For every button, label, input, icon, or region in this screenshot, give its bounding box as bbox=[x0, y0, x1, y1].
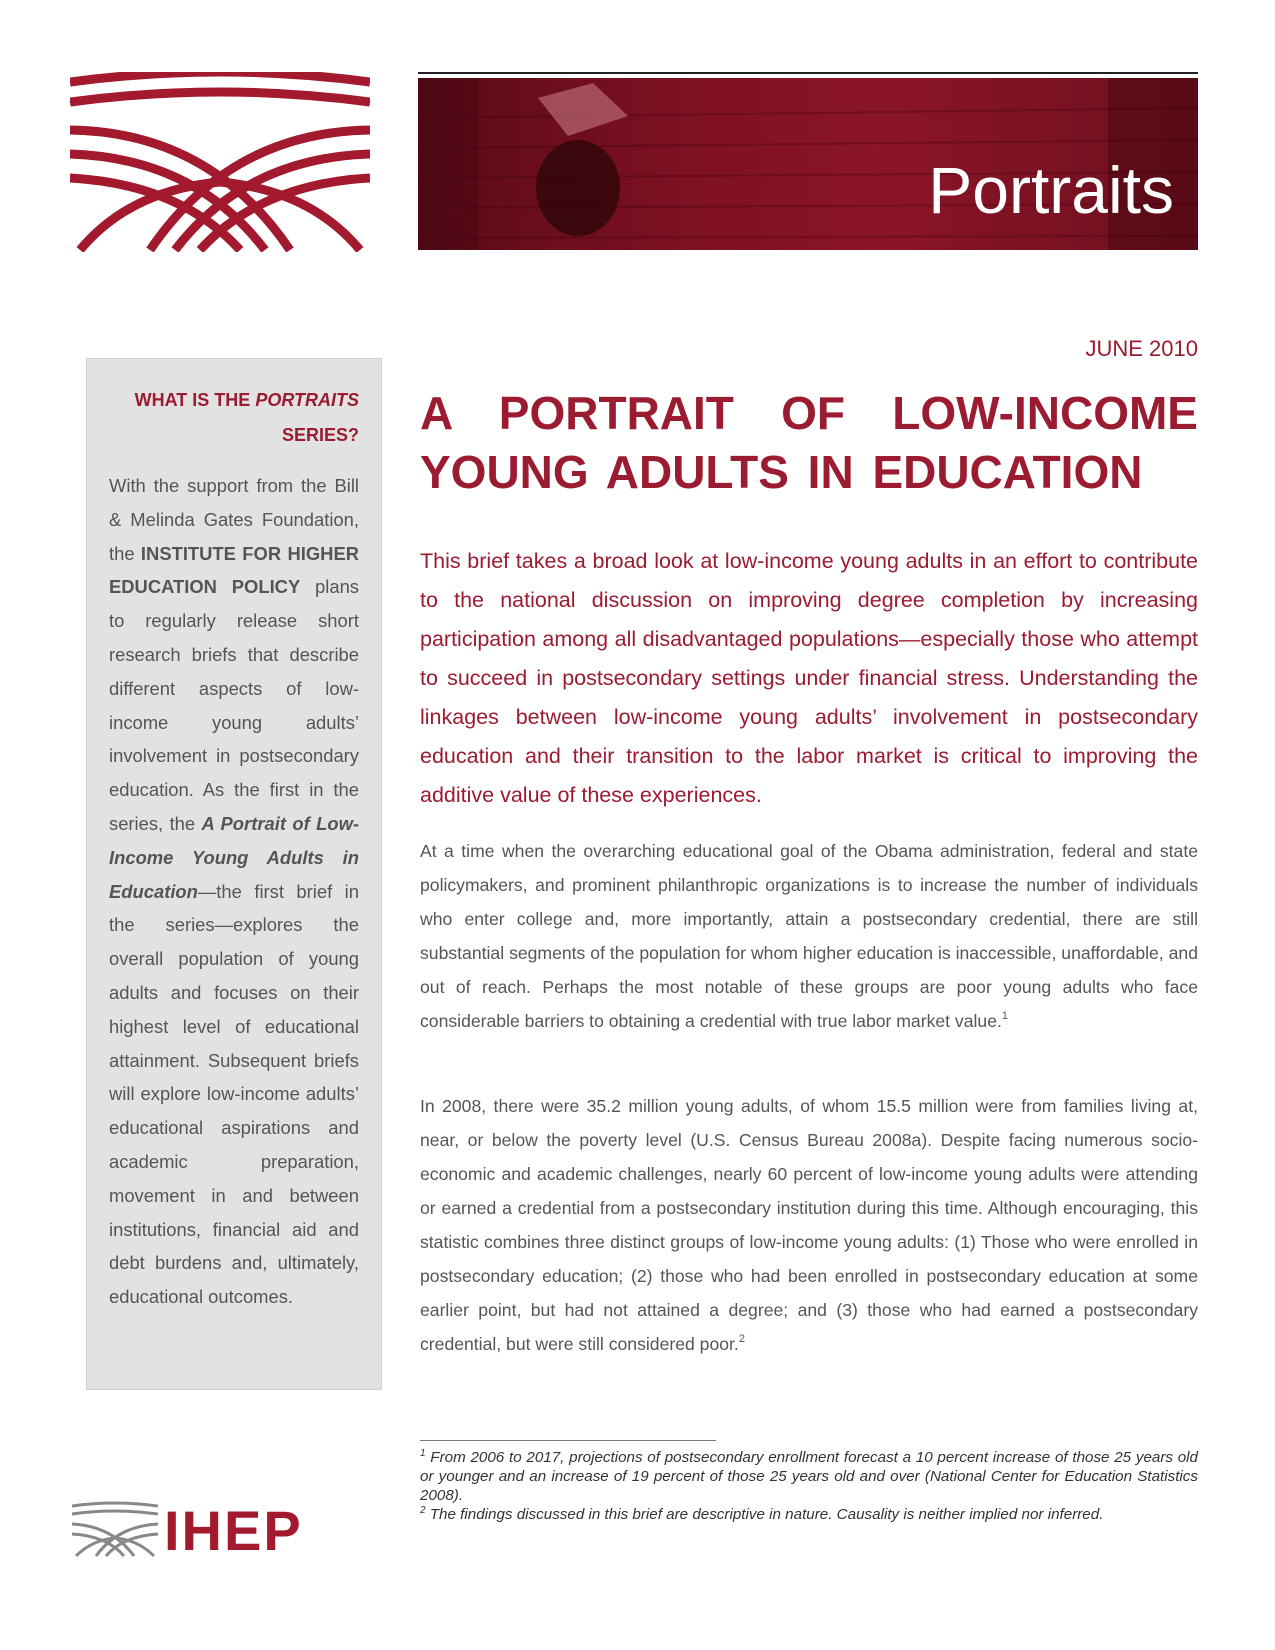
body-paragraph-2: In 2008, there were 35.2 million young adults, of whom 15.5 million were from families living at, near, or below the poverty level (U.S. Census Bureau 2008a). Despite facing numerous socio-economic and academic challenges, nearly 60 percent of low-income young adults were attending or earned a credential from a postsecondary institution during this time. Although encouraging, this statistic combines three distinct groups of low-income young adults: (1) Those who were enrolled in postsecondary education; (2) those who had been enrolled in postsecondary education at some earlier point, but had not attained a degree; and (3) those who had earned a postsecondary credential, but were still considered poor.$^2$ bbox=[420, 1096, 1198, 1354]
header-banner bbox=[418, 78, 1198, 250]
page-title: A PORTRAIT OF LOW-INCOME YOUNG ADULTS IN EDUCATION bbox=[420, 387, 1198, 498]
header-rule bbox=[418, 72, 1198, 74]
lede-paragraph: This brief takes a broad look at low-income young adults in an effort to contribute to the national discussion on improving degree completion by increasing participation among all disadvantaged populations—especially those who attempt to succeed in postsecondary settings under financial stress. Understanding the linkages between low-income young adults’ involvement in postsecondary education and their transition to the labor market is critical to improving the additive value of these experiences. bbox=[420, 549, 1198, 807]
footnotes bbox=[420, 1448, 1198, 1524]
footnote-1: $^1$ From 2006 to 2017, projections of postsecondary enrollment forecast a 10 percent increase of those 25 years old or younger and an increase of 19 percent of those 25 years old and over (National Center for Education Statistics 2008). bbox=[420, 1448, 1198, 1504]
sidebar-heading: WHAT IS THE PORTRAITS SERIES? bbox=[134, 390, 359, 445]
arches-small-icon bbox=[72, 1500, 158, 1560]
arches-logo-icon bbox=[70, 72, 370, 252]
body-paragraph-1: At a time when the overarching educational goal of the Obama administration, federal and state policymakers, and prominent philanthropic organizations is to increase the number of individuals who enter college and, more importantly, attain a postsecondary credential, there are still substantial segments of the population for whom higher education is inaccessible, unaffordable, and out of reach. Perhaps the most notable of these groups are poor young adults who face considerable barriers to obtaining a credential with true labor market value.$^1$ bbox=[420, 841, 1198, 1031]
ihep-logo-mark bbox=[70, 72, 370, 252]
banner-title: Portraits bbox=[928, 153, 1174, 227]
sidebar-text: With the support from the Bill & Melinda Gates Foundation, the INSTITUTE FOR HIGHER EDUCATION POLICY plans to regularly release short research briefs that describe different aspects of low-income young adults’ involvement in postsecondary education. As the first in the series, the A Portrait of Low-Income Young Adults in Education—the first brief in the series—explores the overall population of young adults and focuses on their highest level of educational attainment. Subsequent briefs will explore low-income adults’ educational aspirations and academic preparation, movement in and between institutions, financial aid and debt burdens and, ultimately, educational outcomes. bbox=[109, 475, 360, 1308]
footnote-ref-1: 1 bbox=[1001, 1010, 1009, 1022]
footnote-divider bbox=[420, 1440, 716, 1441]
footnote-2: $^2$ The findings discussed in this brief are descriptive in nature. Causality is neither implied nor inferred. bbox=[420, 1505, 1104, 1523]
footnote-ref-2: 2 bbox=[738, 1333, 745, 1345]
ihep-wordmark: IHEP bbox=[164, 1499, 303, 1562]
sidebar-box bbox=[86, 358, 382, 1390]
publication-date: JUNE 2010 bbox=[1085, 336, 1198, 361]
ihep-footer-logo bbox=[72, 1500, 352, 1560]
